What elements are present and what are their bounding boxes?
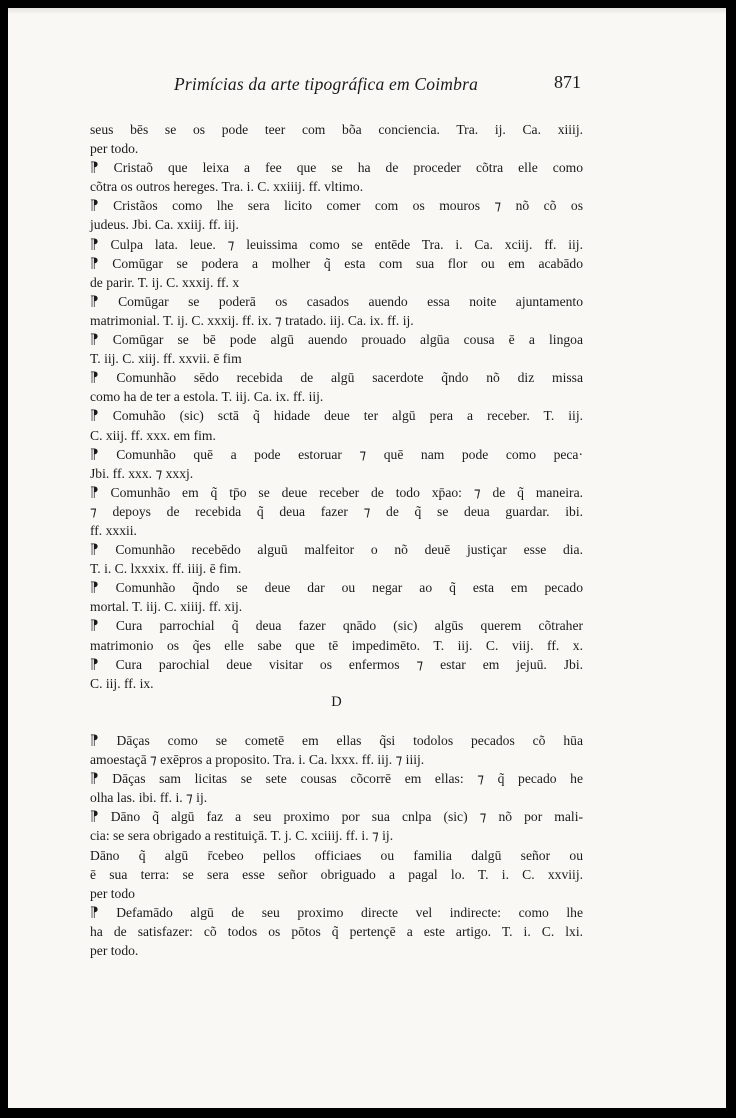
page-top-shadow [8, 8, 726, 14]
index-body [90, 120, 583, 960]
text-line: ⁋ Comūgar se bē pode algū auendo prouado algūa cousa ē a lingoa [90, 332, 583, 348]
text-line: Dāno q̃ algū r̄cebeo pellos officiaes ou familia dalgū señor ou [90, 847, 583, 863]
text-line: ⁋ Comunhão quē a pode estoruar ⁊ quē nam pode como peca· [90, 446, 583, 462]
text-line: cia: se sera obrigado a restituiçā. T. j. C. xciiij. ff. i. ⁊ ij. [90, 828, 394, 844]
entries-letter-c [90, 120, 583, 693]
running-header [96, 74, 581, 96]
text-line: ⁋ Cura parrochial q̃ deua fazer qnādo (sic) algūs querem cõtraher [90, 618, 583, 634]
text-line: matrimonial. T. ij. C. xxxij. ff. ix. ⁊ tratado. iij. Ca. ix. ff. ij. [90, 312, 414, 328]
text-line: ⁋ Comunhão recebēdo alguū malfeitor o nõ deuē justiçar esse dia. [90, 542, 583, 558]
text-line: ⁋ Cristãos como lhe sera licito comer com os mouros ⁊ nõ cõ os [90, 198, 583, 214]
text-line: de parir. T. ij. C. xxxij. ff. x [90, 274, 240, 290]
text-line: olha las. ibi. ff. i. ⁊ ij. [90, 790, 208, 806]
text-line: amoestaçā ⁊ exēpros a proposito. Tra. i. Ca. lxxx. ff. iij. ⁊ iiij. [90, 752, 425, 768]
text-line: mortal. T. iij. C. xiiij. ff. xij. [90, 599, 243, 615]
book-page [8, 8, 726, 1108]
text-line: T. i. C. lxxxix. ff. iiij. ē fim. [90, 561, 242, 577]
text-line: como ha de ter a estola. T. iij. Ca. ix. ff. iij. [90, 389, 324, 405]
text-line: ⁋ Cristaõ que leixa a fee que se ha de proceder cõtra elle como [90, 160, 583, 176]
text-line: ⁋ Comuhão (sic) sctā q̃ hidade deue ter algū pera a receber. T. iij. [90, 408, 583, 424]
entries-letter-d [90, 731, 583, 960]
text-line: ff. xxxii. [90, 522, 137, 538]
text-line: C. xiij. ff. xxx. em fim. [90, 427, 216, 443]
text-line: ⁋ Defamādo algū de seu proximo directe vel indirecte: como lhe [90, 904, 583, 920]
text-line: T. iij. C. xiij. ff. xxvii. ē fim [90, 351, 242, 367]
text-line: C. iij. ff. ix. [90, 675, 154, 691]
text-line: ⁋ Comūgar se podera a molher q̃ esta com sua flor ou em acabādo [90, 255, 583, 271]
text-line: ⁋ Comunhão q̃ndo se deue dar ou negar ao q̃ esta em pecado [90, 580, 583, 596]
text-line: ⁋ Dāças como se cometē em ellas q̃si todolos pecados cõ hūa [90, 733, 583, 748]
page-number: 871 [554, 72, 581, 92]
text-line: per todo. [90, 943, 139, 959]
text-line: ⁊ depoys de recebida q̃ deua fazer ⁊ de q̃ se deua guardar. ibi. [90, 503, 583, 519]
text-line: ⁋ Culpa lata. leue. ⁊ leuissima como se entēde Tra. i. Ca. xciij. ff. iij. [90, 236, 583, 252]
text-line: ⁋ Dāças sam licitas se sete cousas cõcorrē em ellas: ⁊ q̃ pecado he [90, 771, 583, 787]
text-line: ⁋ Comunhão em q̃ tp̄o se deue receber de todo xp̄ao: ⁊ de q̃ maneira. [90, 484, 583, 500]
text-line: cõtra os outros hereges. Tra. i. C. xxiiij. ff. vltimo. [90, 179, 364, 195]
text-line: ha de satisfazer: cõ todos os pōtos q̃ pertençē a este artigo. T. i. C. lxi. [90, 923, 583, 939]
text-line: ⁋ Cura parochial deue visitar os enfermos ⁊ estar em jejuū. Jbi. [90, 656, 583, 672]
text-line: ⁋ Dāno q̃ algū faz a seu proximo por sua cnlpa (sic) ⁊ nõ por mali- [90, 809, 583, 825]
text-line: per todo. [90, 141, 139, 157]
running-title: Primícias da arte tipográfica em Coimbra [174, 74, 479, 94]
text-line: ⁋ Comūgar se poderā os casados auendo essa noite ajuntamento [90, 293, 583, 309]
section-letter-heading: D [331, 693, 342, 710]
text-line: ⁋ Comunhão sēdo recebida de algū sacerdote q̃ndo nõ diz missa [90, 370, 583, 386]
text-line: seus bēs se os pode teer com bõa conciencia. Tra. ij. Ca. xiiij. [90, 122, 583, 137]
text-line: per todo [90, 885, 135, 901]
text-line: Jbi. ff. xxx. ⁊ xxxj. [90, 465, 194, 481]
text-line: matrimonio os q̃es elle sabe que tē impedimēto. T. iij. C. viij. ff. x. [90, 637, 583, 653]
text-line: ē sua terra: se sera esse señor obriguado a pagal lo. T. i. C. xxviij. [90, 866, 583, 882]
text-line: judeus. Jbi. Ca. xxiij. ff. iij. [90, 217, 239, 233]
